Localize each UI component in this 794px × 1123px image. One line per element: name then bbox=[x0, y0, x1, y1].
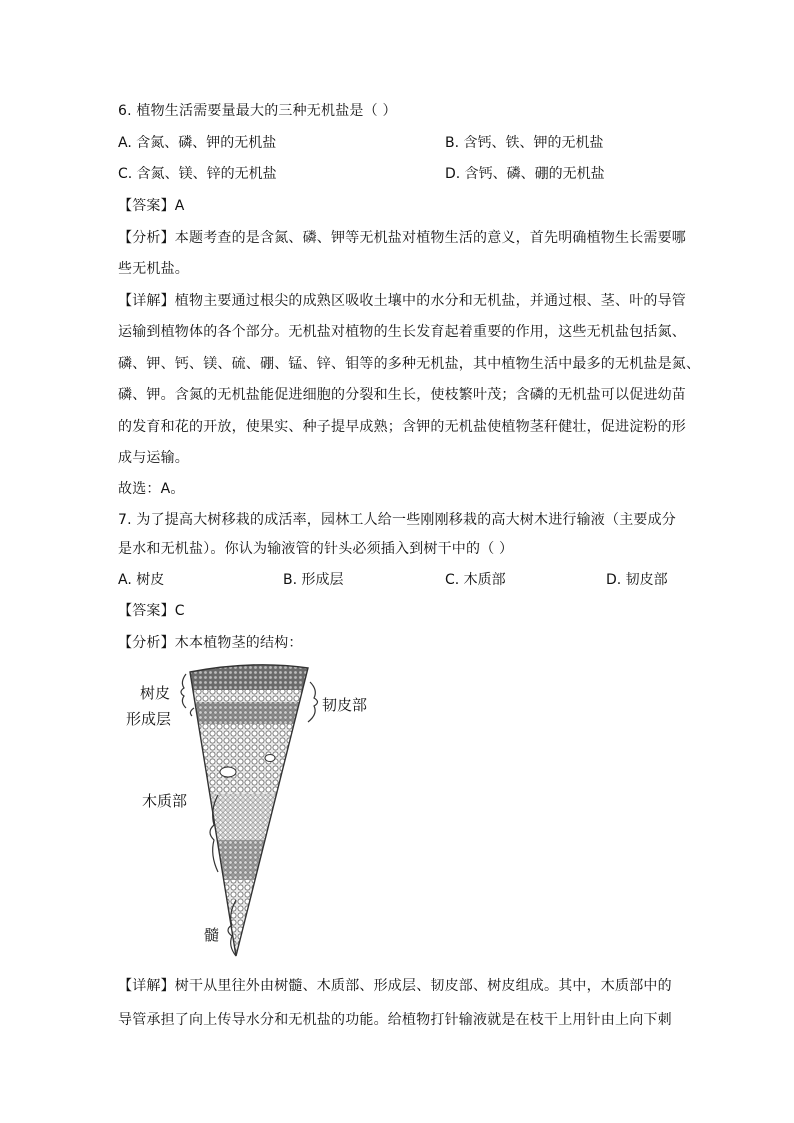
q7-option-c: C. 木质部 bbox=[445, 572, 506, 588]
q6-answer: 【答案】A bbox=[118, 198, 185, 214]
q6-analysis-line-1: 【分析】本题考查的是含氮、磷、钾等无机盐对植物生活的意义，首先明确植物生长需要哪 bbox=[118, 230, 686, 246]
q6-detail-line-2: 运输到植物体的各个部分。无机盐对植物的生长发育起着重要的作用，这些无机盐包括氮、 bbox=[118, 324, 686, 340]
label-cambium: 形成层 bbox=[126, 710, 172, 728]
q6-option-c: C. 含氮、镁、锌的无机盐 bbox=[118, 166, 277, 182]
q7-answer: 【答案】C bbox=[118, 603, 185, 619]
label-phloem: 韧皮部 bbox=[322, 696, 368, 714]
q6-detail-line-3: 磷、钾、钙、镁、硫、硼、锰、锌、钼等的多种无机盐，其中植物生活中最多的无机盐是氮、 bbox=[118, 356, 701, 372]
q6-option-a: A. 含氮、磷、钾的无机盐 bbox=[118, 135, 277, 151]
q6-option-b: B. 含钙、铁、钾的无机盐 bbox=[445, 135, 604, 151]
q6-option-d: D. 含钙、磷、硼的无机盐 bbox=[445, 166, 605, 182]
label-bark: 树皮 bbox=[140, 684, 171, 702]
q7-option-d: D. 韧皮部 bbox=[606, 572, 668, 588]
q6-detail-line-6: 成与运输。 bbox=[118, 450, 189, 466]
stem-structure-figure bbox=[118, 660, 388, 960]
q6-detail-line-4: 磷、钾。含氮的无机盐能促进细胞的分裂和生长，使枝繁叶茂；含磷的无机盐可以促进幼苗 bbox=[118, 387, 686, 403]
label-xylem: 木质部 bbox=[142, 792, 188, 810]
q7-stem-line-1: 7. 为了提高大树移栽的成活率，园林工人给一些刚刚移栽的高大树木进行输液（主要成分 bbox=[118, 512, 677, 528]
q7-option-a: A. 树皮 bbox=[118, 572, 165, 588]
q7-option-b: B. 形成层 bbox=[283, 572, 344, 588]
label-pith: 髓 bbox=[204, 926, 220, 944]
q7-detail-line-2: 导管承担了向上传导水分和无机盐的功能。给植物打针输液就是在枝干上用针由上向下刺 bbox=[118, 1012, 672, 1028]
q6-conclusion: 故选：A。 bbox=[118, 481, 185, 497]
q6-stem: 6. 植物生活需要量最大的三种无机盐是（ ） bbox=[118, 103, 397, 119]
q6-detail-line-5: 的发育和花的开放，使果实、种子提早成熟；含钾的无机盐使植物茎秆健壮，促进淀粉的形 bbox=[118, 419, 686, 435]
q7-detail-line-1: 【详解】树干从里往外由树髓、木质部、形成层、韧皮部、树皮组成。其中，木质部中的 bbox=[118, 978, 672, 994]
q6-detail-line-1: 【详解】植物主要通过根尖的成熟区吸收土壤中的水分和无机盐，并通过根、茎、叶的导管 bbox=[118, 293, 686, 309]
q7-stem-line-2: 是水和无机盐）。你认为输液管的针头必须插入到树干中的（ ） bbox=[118, 541, 514, 557]
q6-analysis-line-2: 些无机盐。 bbox=[118, 261, 189, 277]
q7-analysis: 【分析】木本植物茎的结构： bbox=[118, 635, 303, 651]
